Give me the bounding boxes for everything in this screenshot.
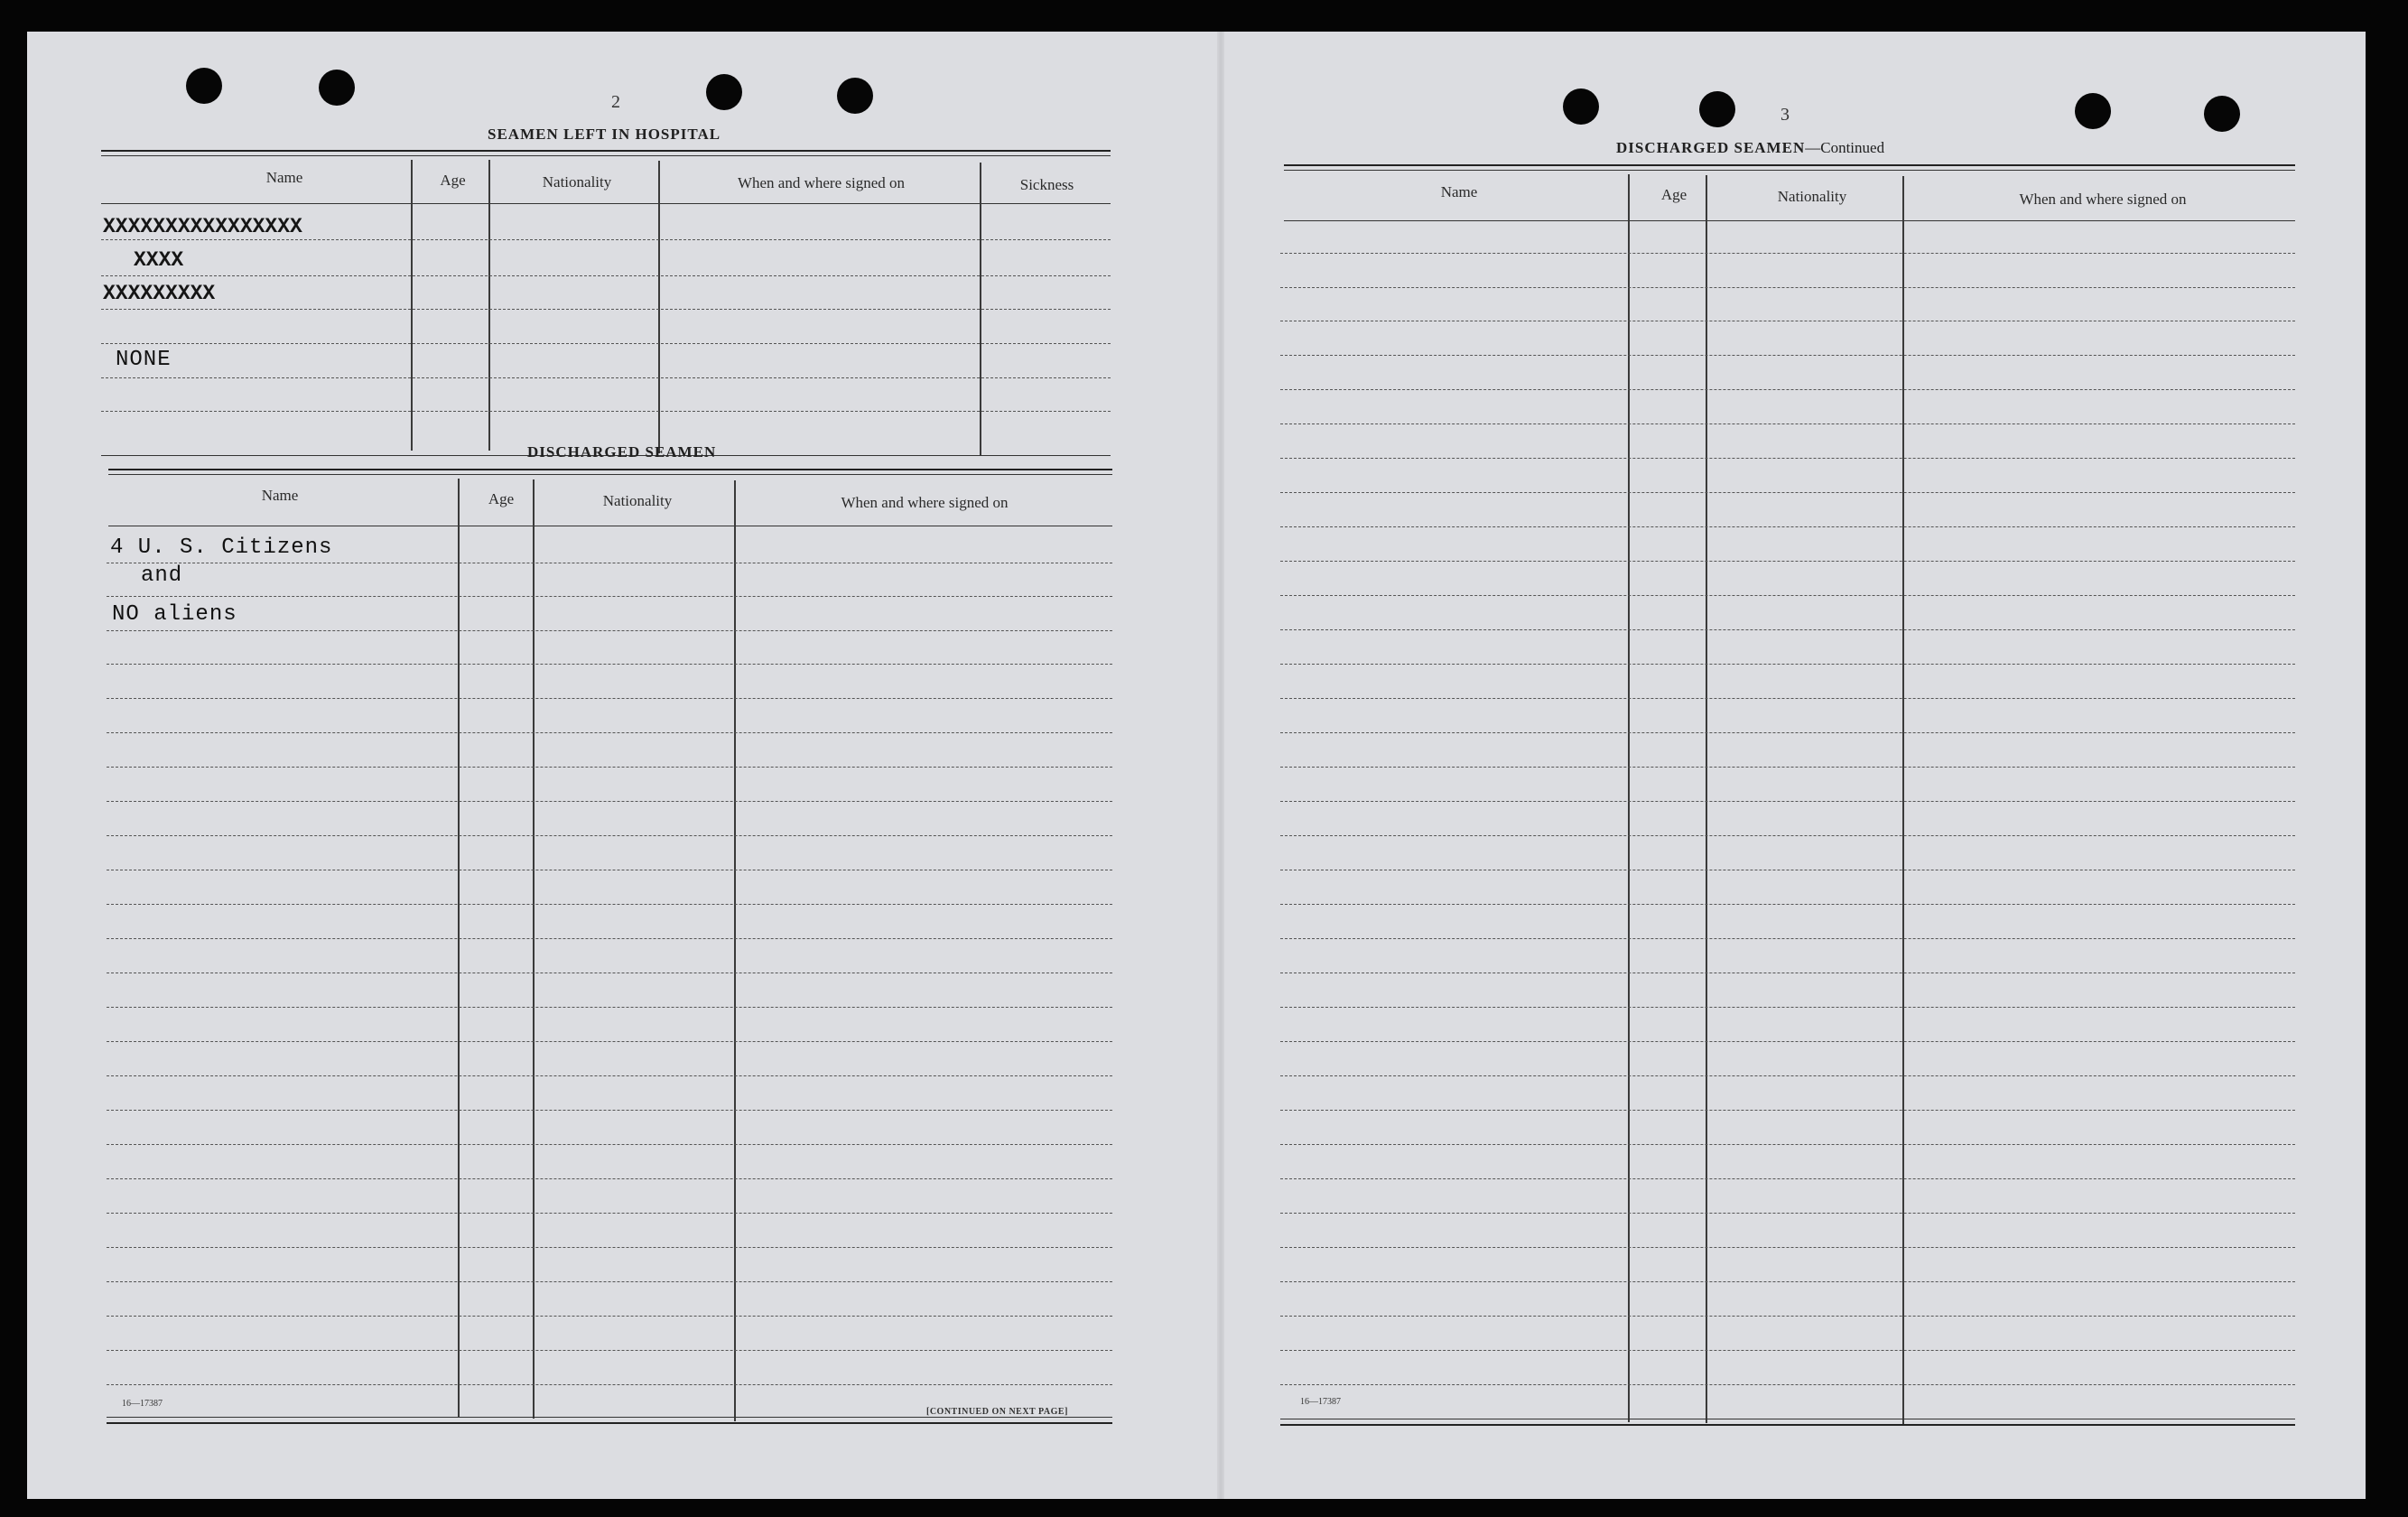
entry-line [1280, 1281, 2295, 1282]
entry-line [1280, 1213, 2295, 1214]
header-rule [101, 203, 1111, 204]
form-number: 16—17387 [1300, 1397, 1341, 1407]
entry-line [1280, 732, 2295, 733]
punch-hole [706, 74, 742, 110]
title-rule [101, 150, 1111, 152]
entry-line [107, 1247, 1112, 1248]
section-title: SEAMEN LEFT IN HOSPITAL [488, 126, 721, 143]
entry-line [107, 630, 1112, 631]
entry-line [1280, 595, 2295, 596]
column-header-signed-on: When and where signed on [737, 174, 906, 191]
section-bottom-rule [107, 1422, 1112, 1424]
entry-line [101, 309, 1111, 310]
entry-line [107, 801, 1112, 802]
page-fold [1217, 32, 1224, 1499]
column-header-nationality: Nationality [602, 492, 673, 509]
title-rule [108, 474, 1112, 475]
entry-line [1280, 664, 2295, 665]
title-rule [1284, 164, 2295, 166]
entry-line [1280, 492, 2295, 493]
section-bottom-rule [1280, 1424, 2295, 1426]
discharged-entry: and [141, 563, 183, 588]
punch-hole [837, 78, 873, 114]
column-divider [658, 161, 660, 453]
entry-line [1280, 629, 2295, 630]
entry-line [1280, 287, 2295, 288]
entry-line [1280, 1178, 2295, 1179]
entry-line [107, 732, 1112, 733]
punch-hole [1699, 91, 1735, 127]
entry-line [1280, 389, 2295, 390]
entry-line [107, 1075, 1112, 1076]
punch-hole [2075, 93, 2111, 129]
column-divider [458, 479, 460, 1418]
discharged-entry: 4 U. S. Citizens [110, 535, 333, 560]
entry-line [107, 698, 1112, 699]
entry-line [107, 835, 1112, 836]
entry-line [107, 1110, 1112, 1111]
entry-line [101, 377, 1111, 378]
entry-line [107, 1384, 1112, 1385]
section-bottom-rule [107, 1417, 1112, 1418]
entry-line [107, 596, 1112, 597]
entry-line [1280, 698, 2295, 699]
entry-line [107, 938, 1112, 939]
entry-line [107, 664, 1112, 665]
struck-entry: XXXX [134, 248, 184, 272]
entry-line [107, 1041, 1112, 1042]
entry-line [107, 904, 1112, 905]
column-divider [488, 160, 490, 451]
entry-line [107, 1007, 1112, 1008]
punch-hole [319, 70, 355, 106]
entry-line [1280, 253, 2295, 254]
column-divider [1706, 175, 1707, 1423]
entry-line [1280, 355, 2295, 356]
column-header-name: Name [265, 169, 303, 186]
column-divider [411, 160, 413, 451]
entry-line [1280, 1316, 2295, 1317]
entry-line [1280, 1075, 2295, 1076]
title-rule [101, 155, 1111, 156]
column-header-signed-on: When and where signed on [2019, 191, 2187, 208]
punch-hole [186, 68, 222, 104]
entry-line [1280, 938, 2295, 939]
title-rule [1284, 170, 2295, 171]
entry-line [1280, 1350, 2295, 1351]
title-rule [108, 469, 1112, 470]
entry-line [1280, 904, 2295, 905]
column-divider [1902, 176, 1904, 1424]
entry-line [1280, 423, 2295, 424]
page-number: 2 [611, 92, 620, 112]
struck-entry: XXXXXXXXX [103, 282, 216, 305]
section-title: DISCHARGED SEAMEN [527, 443, 717, 461]
continued-note: [CONTINUED ON NEXT PAGE] [926, 1407, 1068, 1417]
section-title-text: DISCHARGED SEAMEN [1616, 139, 1806, 156]
entry-line [1280, 526, 2295, 527]
column-header-sickness: Sickness [1019, 176, 1074, 193]
section-title-suffix: —Continued [1805, 139, 1885, 156]
entry-line [107, 767, 1112, 768]
column-header-age: Age [1660, 186, 1687, 203]
entry-line [1280, 458, 2295, 459]
column-header-nationality: Nationality [542, 173, 612, 191]
entry-line [1280, 561, 2295, 562]
entry-line [101, 275, 1111, 276]
entry-line [1280, 1247, 2295, 1248]
entry-line [101, 239, 1111, 240]
entry-line [1280, 1384, 2295, 1385]
punch-hole [1563, 88, 1599, 125]
entry-line [107, 1213, 1112, 1214]
hospital-entry: NONE [116, 348, 172, 372]
column-header-name: Name [1440, 183, 1478, 200]
entry-line [1280, 1144, 2295, 1145]
header-rule [1284, 220, 2295, 221]
entry-line [107, 1316, 1112, 1317]
entry-line [1280, 801, 2295, 802]
struck-entry: XXXXXXXXXXXXXXXX [103, 215, 302, 238]
column-header-signed-on: When and where signed on [841, 494, 1009, 511]
entry-line [107, 1281, 1112, 1282]
entry-line [107, 1178, 1112, 1179]
entry-line [1280, 767, 2295, 768]
column-divider [1628, 174, 1630, 1422]
discharged-entry: NO aliens [112, 602, 237, 627]
punch-hole [2204, 96, 2240, 132]
section-title [1616, 139, 1884, 157]
column-header-nationality: Nationality [1777, 188, 1847, 205]
entry-line [107, 1350, 1112, 1351]
column-header-age: Age [440, 172, 466, 189]
entry-line [1280, 835, 2295, 836]
column-header-age: Age [488, 490, 515, 507]
column-divider [734, 480, 736, 1421]
column-divider [533, 479, 535, 1419]
entry-line [107, 1144, 1112, 1145]
entry-line [101, 411, 1111, 412]
page-number: 3 [1780, 105, 1790, 125]
form-paper [27, 32, 2366, 1499]
entry-line [1280, 1007, 2295, 1008]
entry-line [101, 343, 1111, 344]
form-number: 16—17387 [122, 1399, 163, 1409]
entry-line [1280, 1041, 2295, 1042]
entry-line [1280, 1110, 2295, 1111]
column-header-name: Name [261, 487, 299, 504]
